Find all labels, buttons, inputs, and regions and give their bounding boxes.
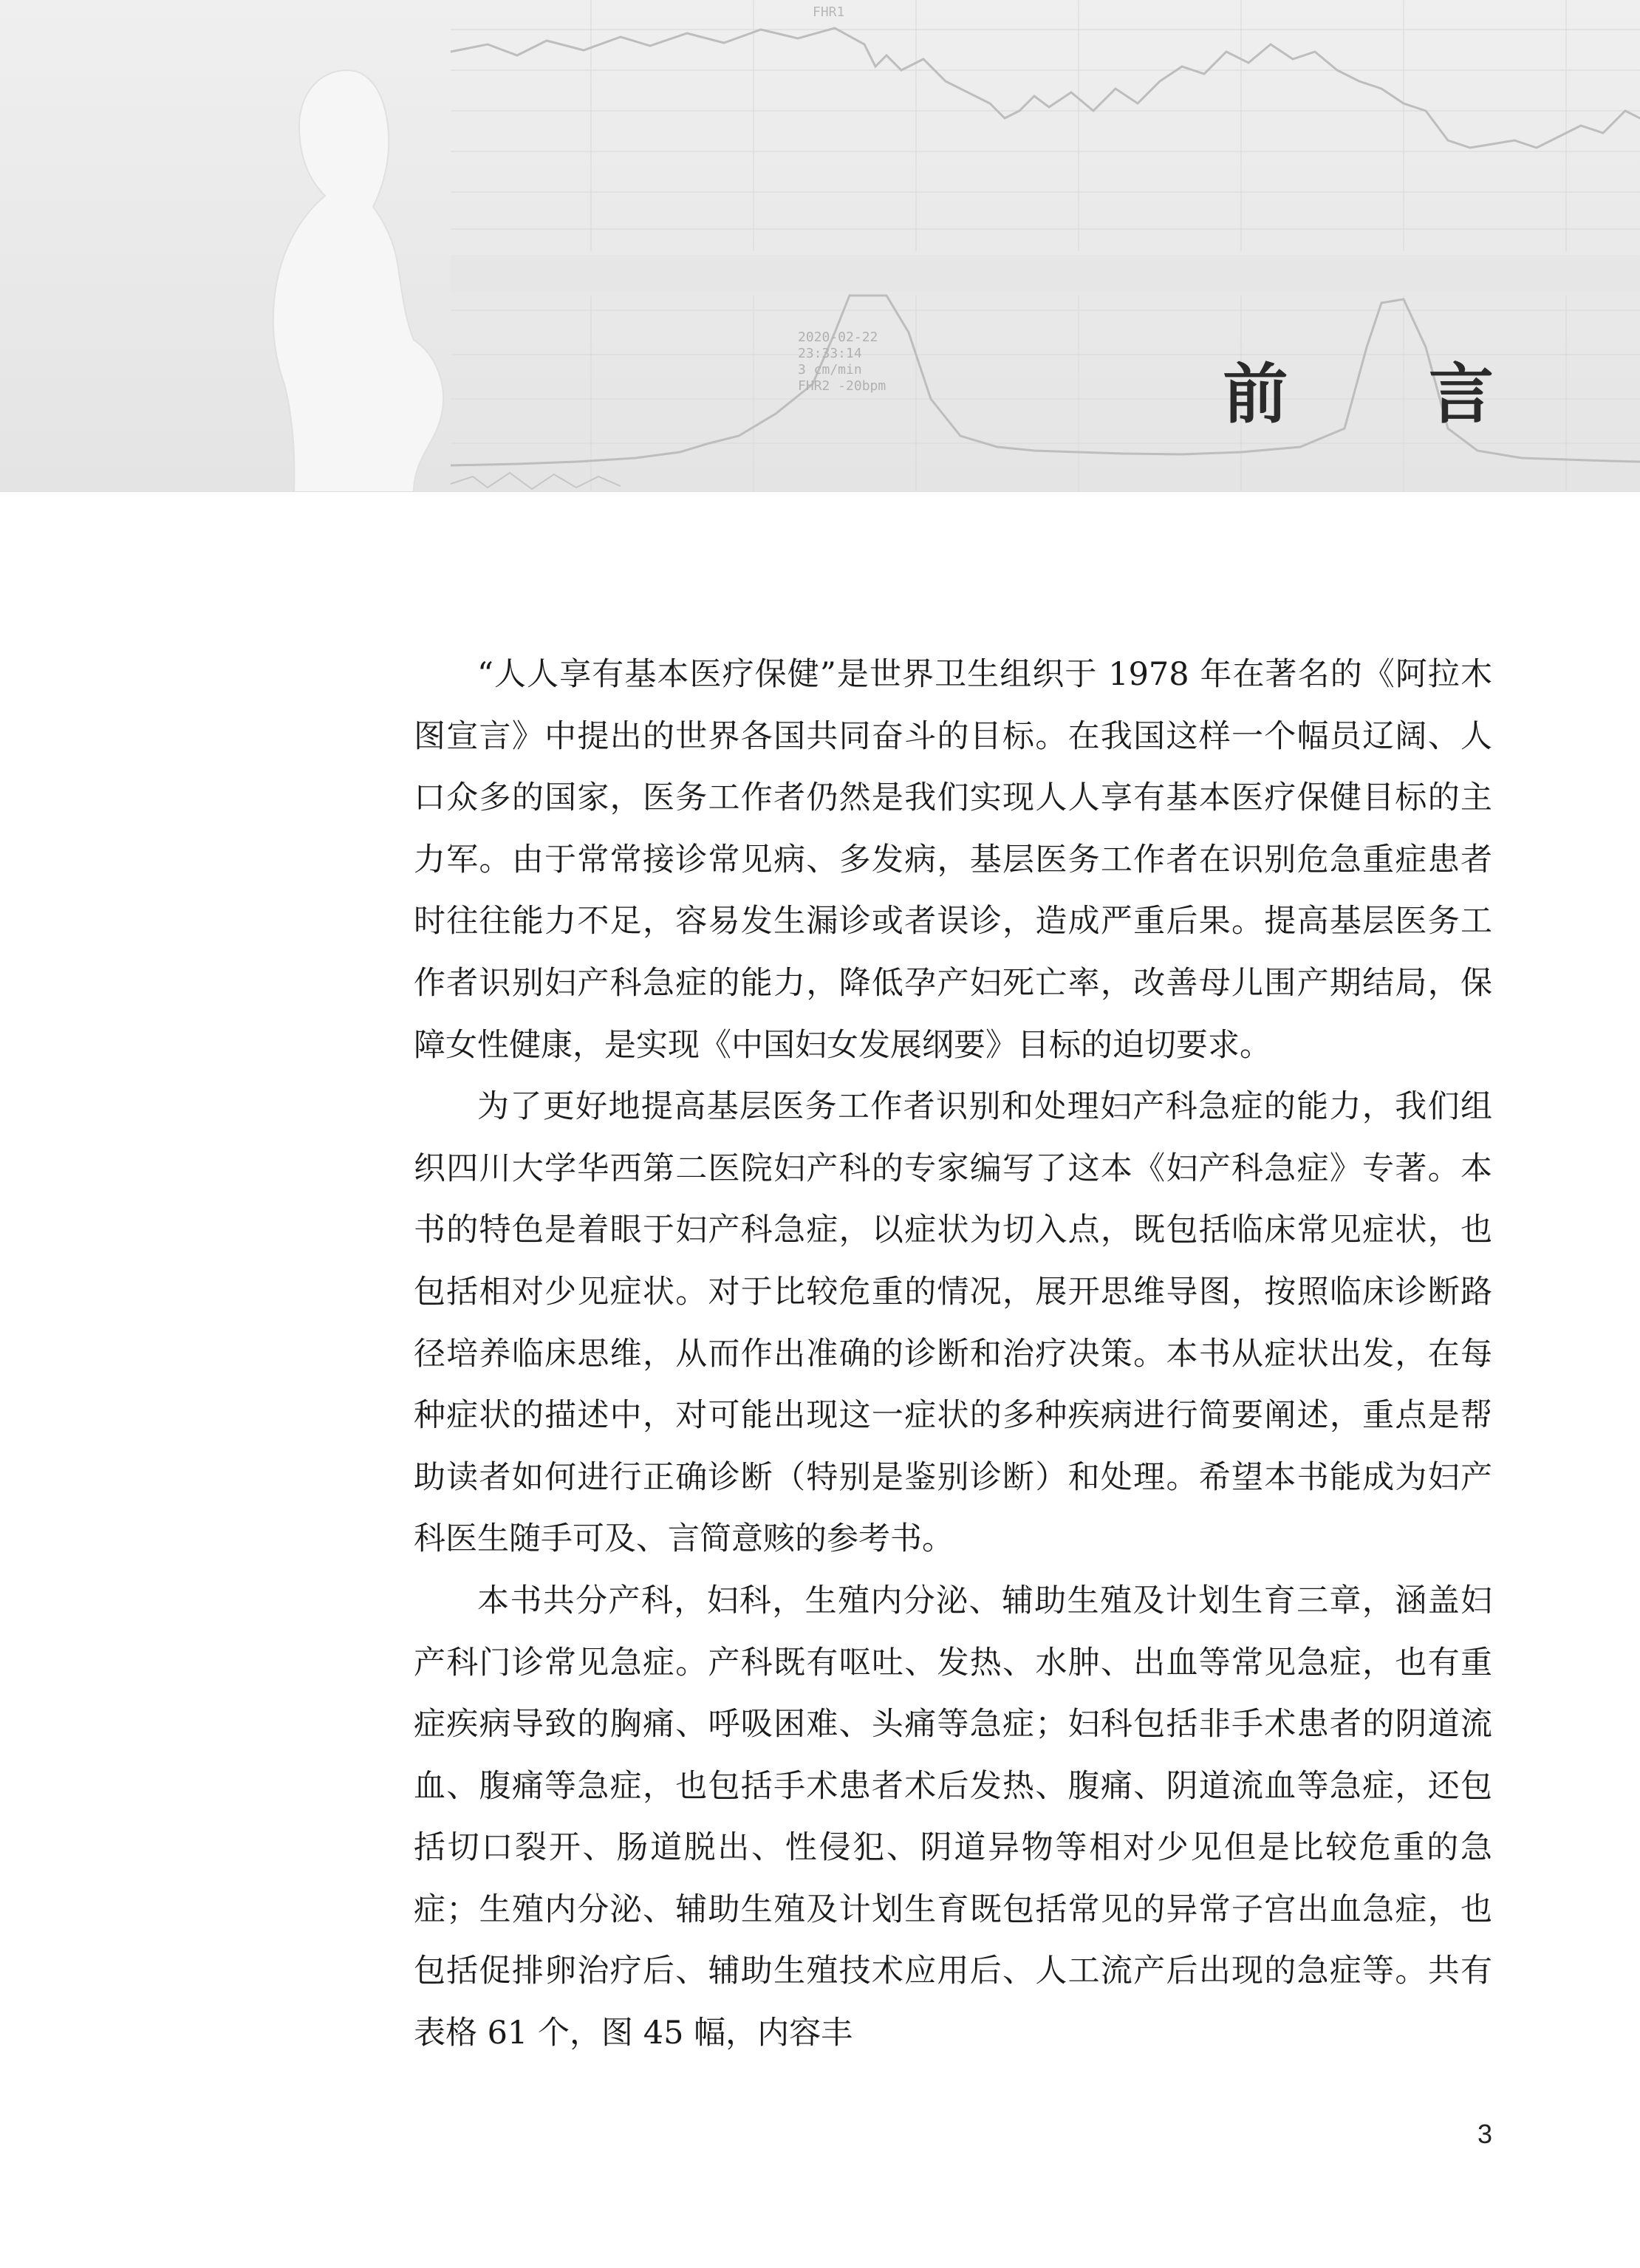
- pregnant-silhouette-icon: [273, 70, 443, 492]
- monitor-label-speed: 3 cm/min: [798, 362, 862, 378]
- header-banner: [0, 0, 1640, 492]
- paragraph-2: 为了更好地提高基层医务工作者识别和处理妇产科急症的能力，我们组织四川大学华西第二医院妇产科的专家编写了这本《妇产科急症》专著。本书的特色是着眼于妇产科急症，以症状为切入点，既包括临床常见症状，也包括相对少见症状。对于比较危重的情况，展开思维导图，按照临床诊断路径培养临床思维，从而作出准确的诊断和治疗决策。本书从症状出发，在每种症状的描述中，对可能出现这一症状的多种疾病进行简要阐述，重点是帮助读者如何进行正确诊断（特别是鉴别诊断）和处理。希望本书能成为妇产科医生随手可及、言简意赅的参考书。: [414, 1088, 1492, 1558]
- monitor-label-time: 23:33:14: [798, 346, 862, 361]
- paragraph-3: 本书共分产科，妇科，生殖内分泌、辅助生殖及计划生育三章，涵盖妇产科门诊常见急症。产科既有呕吐、发热、水肿、出血等常见急症，也有重症疾病导致的胸痛、呼吸困难、头痛等急症；妇科包括非手术患者的阴道流血、腹痛等急症，也包括手术患者术后发热、腹痛、阴道流血等急症，还包括切口裂开、肠道脱出、性侵犯、阴道异物等相对少见但是比较危重的急症；生殖内分泌、辅助生殖及计划生育既包括常见的异常子宫出血急症，也包括促排卵治疗后、辅助生殖技术应用后、人工流产后出现的急症等。共有表格 61 个，图 45 幅，内容丰: [414, 1582, 1492, 2052]
- monitor-label-date: 2020-02-22: [798, 329, 878, 345]
- monitor-label-fhr1: FHR1: [813, 4, 845, 20]
- page-title: 前 言: [1223, 356, 1553, 432]
- paragraph-1: “人人享有基本医疗保健”是世界卫生组织于 1978 年在著名的《阿拉木图宣言》中提出的世界各国共同奋斗的目标。在我国这样一个幅员辽阔、人口众多的国家，医务工作者仍然是我们实现人人享有基本医疗保健目标的主力军。由于常常接诊常见病、多发病，基层医务工作者在识别危急重症患者时往往能力不足，容易发生漏诊或者误诊，造成严重后果。提高基层医务工作者识别妇产科急症的能力，降低孕产妇死亡率，改善母儿围产期结局，保障女性健康，是实现《中国妇女发展纲要》目标的迫切要求。: [414, 656, 1492, 1064]
- page-number: 3: [1477, 2119, 1492, 2149]
- monitor-label-fhr2: FHR2 -20bpm: [798, 378, 886, 394]
- preface-body: [414, 644, 1492, 2065]
